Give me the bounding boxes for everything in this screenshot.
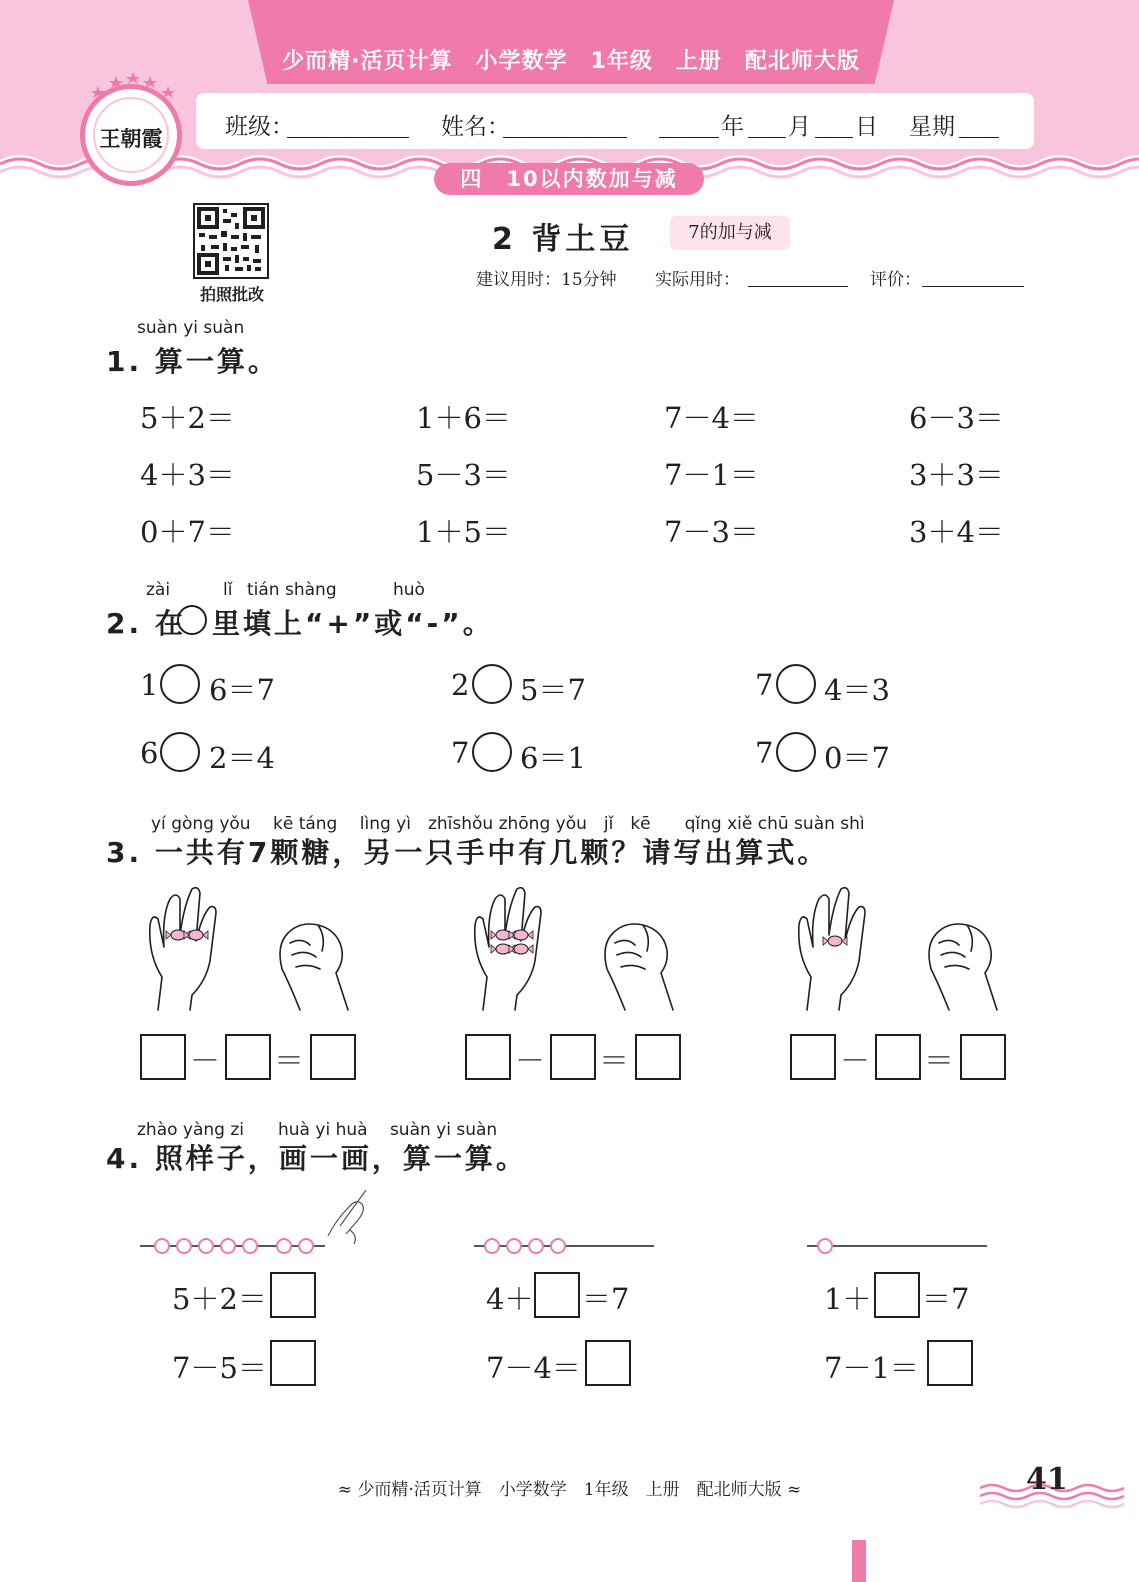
open-hand-with-candies-icon	[789, 885, 1009, 1015]
bead	[277, 1239, 291, 1253]
bead	[529, 1239, 543, 1253]
q1-equation: 3＋3＝	[909, 458, 1004, 492]
q4-equation-right: ＝7	[582, 1282, 630, 1316]
bead	[818, 1239, 832, 1253]
q4-equation-right: ＝7	[922, 1282, 970, 1316]
actual-time-label: 实际用时：	[655, 270, 740, 290]
q1-equation: 3＋4＝	[909, 515, 1004, 549]
q2-answer-circle[interactable]	[776, 732, 816, 772]
q4-answer-box[interactable]	[927, 1340, 973, 1386]
month-label: 月	[788, 114, 811, 140]
q3-minus: －	[515, 1044, 545, 1079]
q2-right-part: 4＝3	[824, 673, 890, 707]
q1-equation: 6－3＝	[909, 401, 1004, 435]
q2-answer-circle[interactable]	[160, 664, 200, 704]
q1-equation: 5＋2＝	[140, 401, 235, 435]
fist-hand-icon	[280, 924, 348, 1010]
q4-title: 4. 照样子，画一画，算一算。	[106, 1142, 527, 1175]
q3-answer-box[interactable]	[875, 1034, 921, 1080]
month-blank[interactable]	[748, 137, 786, 138]
bead-string-example	[140, 1190, 380, 1270]
suggested-time: 建议用时：15分钟	[476, 270, 617, 290]
q2-left-number: 7	[755, 668, 774, 702]
actual-time-blank[interactable]	[748, 286, 848, 287]
q3-minus: －	[190, 1044, 220, 1079]
q4-equation: 7－5＝	[172, 1351, 267, 1385]
q1-equation: 7－4＝	[664, 401, 759, 435]
logo-stars-icon	[88, 68, 178, 98]
year-label: 年	[721, 114, 744, 140]
q2-right-part: 2＝4	[209, 741, 275, 775]
page-number: 41	[1026, 1462, 1068, 1497]
fist-hand-icon	[605, 924, 673, 1010]
q1-equation: 1＋5＝	[416, 515, 511, 549]
q3-equals: ＝	[599, 1044, 629, 1079]
bead	[507, 1239, 521, 1253]
series-title: 少而精·活页计算 小学数学 1年级 上册 配北师大版	[282, 49, 860, 74]
q3-equals: ＝	[924, 1044, 954, 1079]
q2-left-number: 7	[755, 736, 774, 770]
q2-title-circle	[177, 605, 207, 635]
bead	[177, 1239, 191, 1253]
q2-right-part: 5＝7	[520, 673, 586, 707]
evaluation-label: 评价：	[870, 270, 921, 290]
name-blank[interactable]	[503, 137, 627, 138]
open-hand-with-candies-icon	[140, 885, 360, 1015]
bead	[243, 1239, 257, 1253]
open-hand-icon	[799, 888, 865, 1010]
q3-answer-box[interactable]	[790, 1034, 836, 1080]
q1-title: 1. 算一算。	[106, 345, 279, 378]
q2-pinyin: shàng	[285, 580, 337, 600]
q2-left-number: 7	[451, 736, 470, 770]
open-hand-icon	[150, 888, 216, 1010]
q2-title-end: 里填上“+”或“-”。	[212, 607, 494, 640]
q4-equation: 7－4＝	[486, 1351, 581, 1385]
q4-answer-box[interactable]	[270, 1272, 316, 1318]
bead	[155, 1239, 169, 1253]
q2-answer-circle[interactable]	[776, 664, 816, 704]
unit-label: 四 10以内数加与减	[434, 163, 704, 195]
q1-equation: 7－1＝	[664, 458, 759, 492]
candy-icon	[184, 930, 208, 940]
candy-icon	[509, 930, 533, 940]
q2-title-start: 2. 在	[106, 607, 186, 640]
fist-hand-icon	[929, 924, 997, 1010]
q4-equation: 7－1＝	[824, 1351, 919, 1385]
writing-hand-icon	[328, 1190, 366, 1244]
q3-answer-box[interactable]	[310, 1034, 356, 1080]
q3-title: 3. 一共有7颗糖，另一只手中有几颗？请写出算式。	[106, 836, 829, 869]
lesson-tag: 7的加与减	[670, 216, 790, 250]
q4-pinyin: zhào yàng zi huà yi huà suàn yi suàn	[137, 1120, 498, 1140]
q4-equation: 5＋2＝	[172, 1282, 267, 1316]
q4-answer-box[interactable]	[534, 1272, 580, 1318]
q2-answer-circle[interactable]	[160, 732, 200, 772]
candy-icon	[509, 944, 533, 954]
q1-equation: 4＋3＝	[140, 458, 235, 492]
weekday-blank[interactable]	[959, 137, 999, 138]
q4-answer-box[interactable]	[270, 1340, 316, 1386]
lesson-title: 2 背土豆	[492, 222, 634, 257]
q4-equation-left: 1＋	[824, 1282, 872, 1316]
q2-left-number: 2	[451, 668, 470, 702]
q1-equation: 5－3＝	[416, 458, 511, 492]
q2-answer-circle[interactable]	[472, 664, 512, 704]
logo-text: 王朝霞	[99, 126, 163, 151]
q2-right-part: 6＝1	[520, 741, 586, 775]
q4-equation-left: 4＋	[486, 1282, 534, 1316]
q1-equation: 0＋7＝	[140, 515, 235, 549]
class-label: 班级：	[225, 114, 294, 140]
open-hand-with-candies-icon	[465, 885, 685, 1015]
bead	[221, 1239, 235, 1253]
brand-logo	[80, 84, 182, 186]
q3-answer-box[interactable]	[140, 1034, 186, 1080]
q1-equation: 1＋6＝	[416, 401, 511, 435]
day-blank[interactable]	[815, 137, 853, 138]
year-blank[interactable]	[659, 137, 719, 138]
q3-minus: －	[840, 1044, 870, 1079]
footer-series: ≈ 少而精·活页计算 小学数学 1年级 上册 配北师大版 ≈	[337, 1480, 802, 1500]
q2-left-number: 6	[140, 736, 159, 770]
bead	[299, 1239, 313, 1253]
name-label: 姓名：	[441, 114, 510, 140]
q1-equation: 7－3＝	[664, 515, 759, 549]
q2-pinyin: tián	[247, 580, 280, 600]
q4-answer-box[interactable]	[874, 1272, 920, 1318]
bead	[551, 1239, 565, 1253]
qr-label: 拍照批改	[199, 285, 264, 304]
q2-left-number: 1	[140, 668, 159, 702]
weekday-label: 星期	[909, 114, 955, 140]
q1-pinyin: suàn yi suàn	[137, 318, 245, 338]
bead	[485, 1239, 499, 1253]
candy-icon	[823, 936, 847, 946]
bead	[199, 1239, 213, 1253]
q4-answer-box[interactable]	[585, 1340, 631, 1386]
q3-equals: ＝	[274, 1044, 304, 1079]
q2-right-part: 6＝7	[209, 673, 275, 707]
class-blank[interactable]	[287, 137, 409, 138]
q3-answer-box[interactable]	[225, 1034, 271, 1080]
qr-code[interactable]	[193, 203, 269, 279]
q2-pinyin: lǐ	[223, 580, 233, 600]
q3-answer-box[interactable]	[635, 1034, 681, 1080]
day-label: 日	[855, 114, 878, 140]
q3-answer-box[interactable]	[550, 1034, 596, 1080]
bead-string	[474, 1190, 664, 1270]
qr-code-icon	[195, 205, 267, 277]
page-edge-mark	[852, 1540, 866, 1582]
q3-answer-box[interactable]	[960, 1034, 1006, 1080]
q3-pinyin: yí gòng yǒu kē táng lìng yì zhīshǒu zhōng yǒu jǐ kē qǐng xiě chū suàn shì	[151, 814, 865, 834]
q3-answer-box[interactable]	[465, 1034, 511, 1080]
q2-answer-circle[interactable]	[472, 732, 512, 772]
q2-pinyin: huò	[393, 580, 425, 600]
q2-pinyin: zài	[146, 580, 171, 600]
evaluation-blank[interactable]	[922, 286, 1024, 287]
q2-right-part: 0＝7	[824, 741, 890, 775]
bead-string	[807, 1190, 997, 1270]
